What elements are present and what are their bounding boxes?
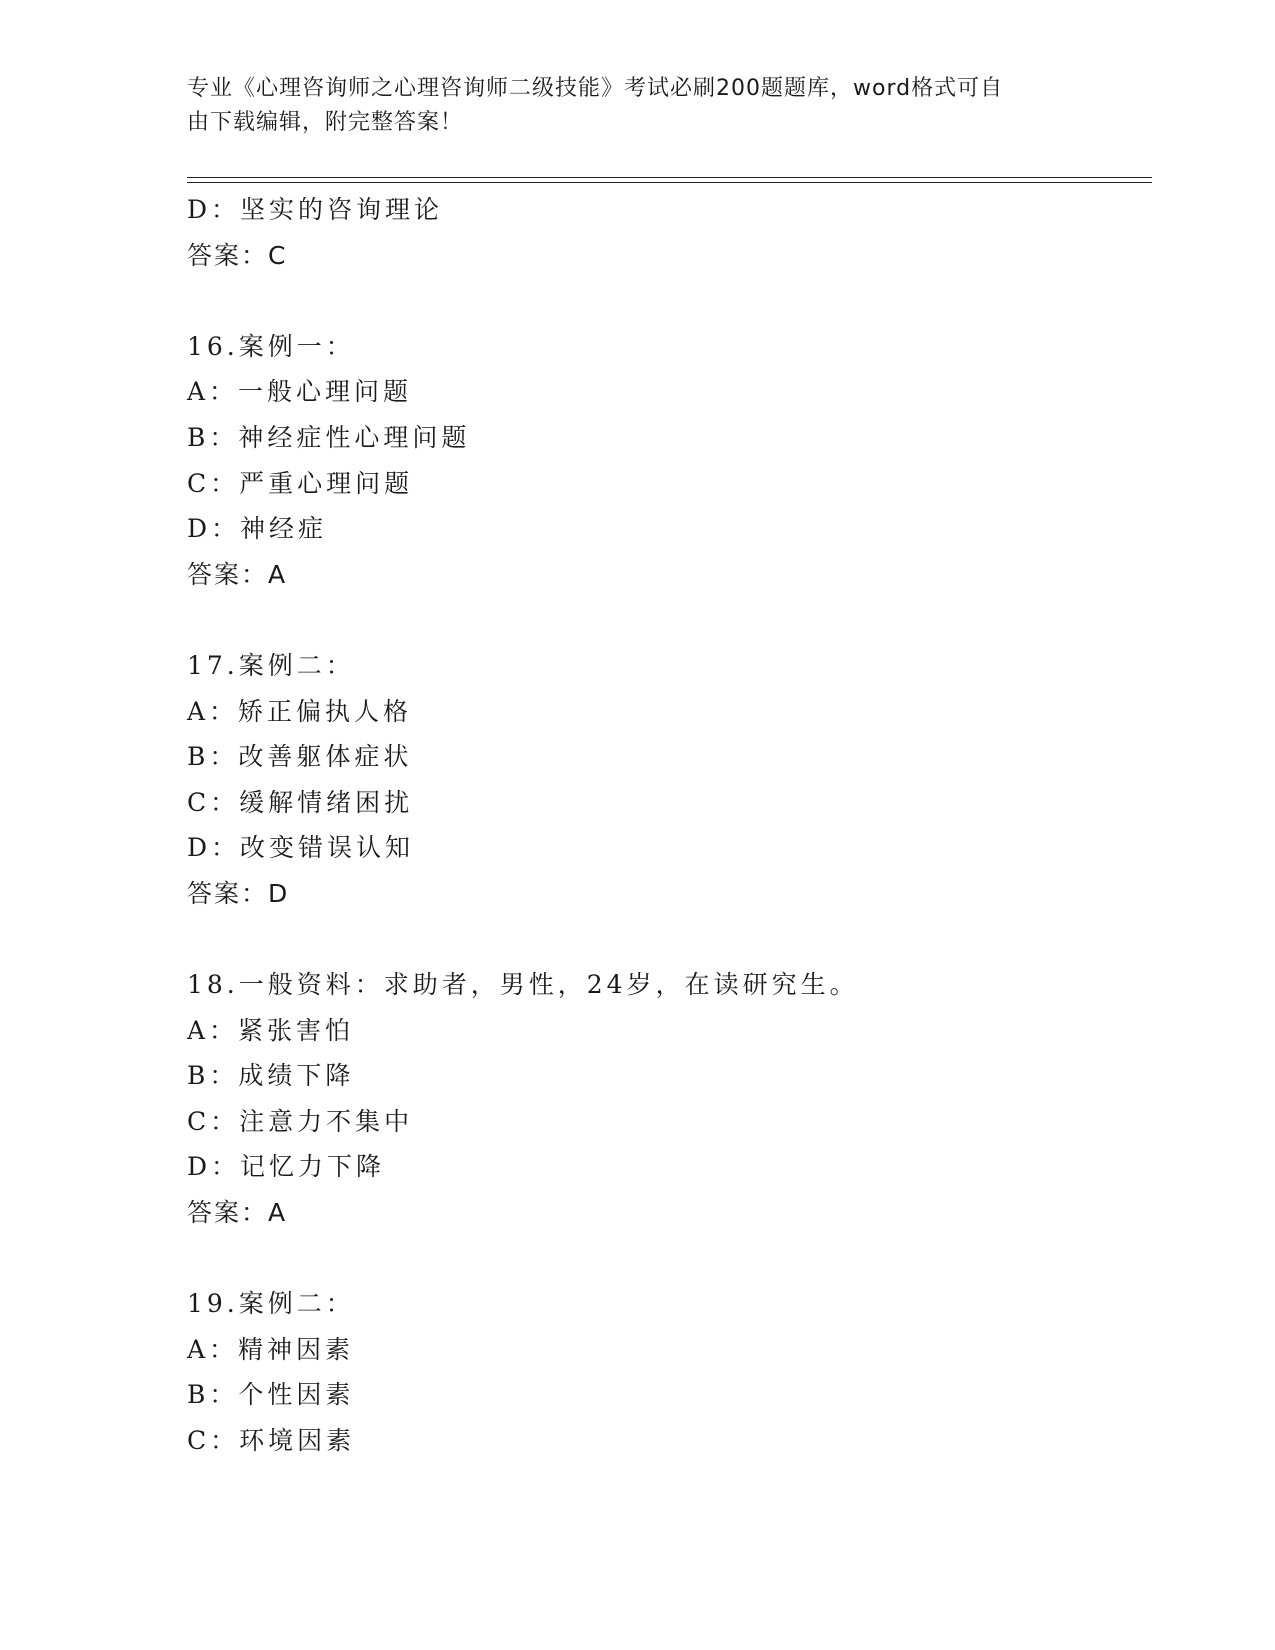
document-header bbox=[187, 72, 1067, 140]
question-title: 19.案例二： bbox=[187, 1289, 355, 1319]
option-c: C：注意力不集中 bbox=[187, 1106, 414, 1136]
prev-question-option-d: D：坚实的咨询理论 bbox=[187, 195, 444, 224]
option-b: B：个性因素 bbox=[187, 1380, 355, 1410]
prev-question-answer: 答案：C bbox=[187, 240, 288, 270]
question-title: 16.案例一： bbox=[187, 331, 355, 361]
option-d: D：神经症 bbox=[187, 514, 328, 544]
answer: 答案：A bbox=[187, 559, 288, 589]
question-19 bbox=[187, 1281, 1147, 1463]
option-b: B：改善躯体症状 bbox=[187, 742, 413, 772]
question-17 bbox=[187, 643, 1147, 917]
option-d: D：记忆力下降 bbox=[187, 1152, 386, 1182]
option-a: A：紧张害怕 bbox=[187, 1015, 355, 1045]
option-c: C：缓解情绪困扰 bbox=[187, 787, 414, 817]
question-16 bbox=[187, 324, 1147, 598]
header-divider-top bbox=[187, 177, 1152, 178]
answer: 答案：A bbox=[187, 1198, 288, 1228]
answer: 答案：D bbox=[187, 878, 290, 908]
option-b: B：成绩下降 bbox=[187, 1061, 355, 1091]
question-list bbox=[187, 187, 1147, 1464]
option-d: D：改变错误认知 bbox=[187, 833, 415, 863]
option-a: A：矫正偏执人格 bbox=[187, 696, 413, 726]
header-line-2: 由下载编辑，附完整答案！ bbox=[187, 110, 464, 135]
option-c: C：环境因素 bbox=[187, 1426, 356, 1456]
header-line-1: 专业《心理咨询师之心理咨询师二级技能》考试必刷200题题库，word格式可自 bbox=[187, 76, 1004, 101]
option-b: B：神经症性心理问题 bbox=[187, 422, 471, 452]
question-18 bbox=[187, 962, 1147, 1236]
option-a: A：一般心理问题 bbox=[187, 377, 413, 407]
option-c: C：严重心理问题 bbox=[187, 468, 414, 498]
header-divider-bottom bbox=[187, 182, 1152, 183]
question-title: 18.一般资料：求助者，男性，24岁，在读研究生。 bbox=[187, 970, 859, 1000]
option-a: A：精神因素 bbox=[187, 1334, 355, 1364]
question-title: 17.案例二： bbox=[187, 650, 355, 680]
